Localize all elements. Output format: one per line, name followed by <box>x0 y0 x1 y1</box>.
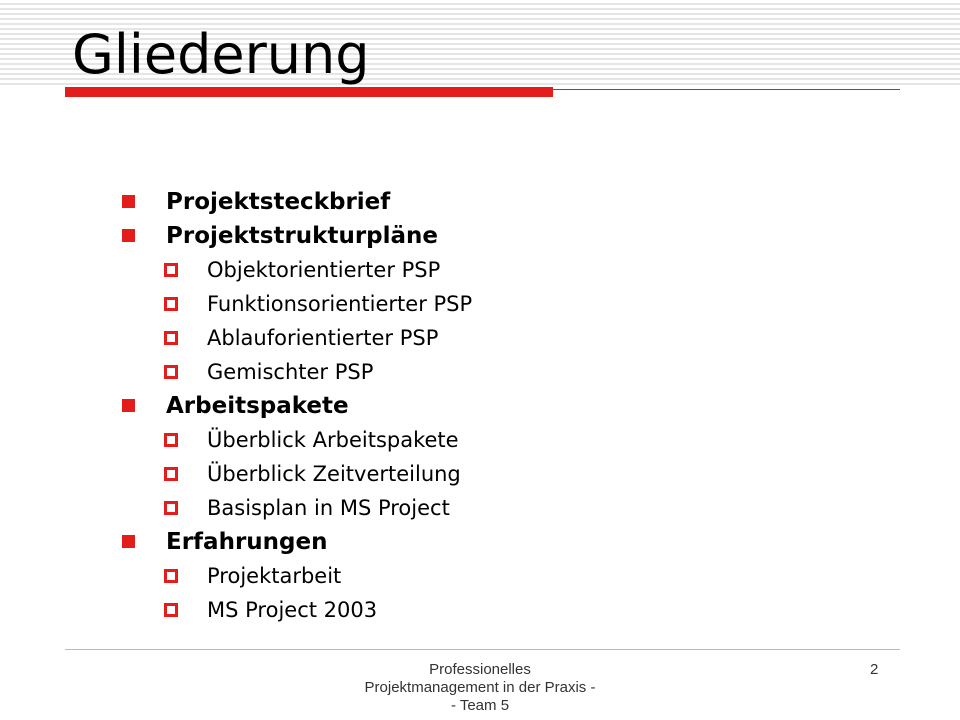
outline-item <box>0 185 960 219</box>
outline-subitem-text: Basisplan in MS Project <box>207 496 450 520</box>
outline-subitem <box>0 287 960 321</box>
hollow-square-bullet-icon <box>164 297 178 311</box>
hollow-square-bullet-icon <box>164 569 178 583</box>
footer-text: Professionelles Projektmanagement in der Praxis - - Team 5 <box>364 661 596 714</box>
hollow-square-bullet-icon <box>164 263 178 277</box>
outline-subitem-text: Überblick Zeitverteilung <box>207 462 461 486</box>
outline-subitem <box>0 457 960 491</box>
outline-item <box>0 389 960 423</box>
outline-subitem-text: Objektorientierter PSP <box>207 258 441 282</box>
outline-subitem <box>0 491 960 525</box>
outline-subitem <box>0 423 960 457</box>
outline-subitem-text: Ablauforientierter PSP <box>207 326 439 350</box>
outline-list <box>0 185 960 627</box>
outline-subitem-text: Gemischter PSP <box>207 360 374 384</box>
hollow-square-bullet-icon <box>164 467 178 481</box>
outline-subitem-text: MS Project 2003 <box>207 598 378 622</box>
title-underline-rule <box>553 89 900 90</box>
filled-square-bullet-icon <box>122 399 135 412</box>
outline-subitem <box>0 321 960 355</box>
filled-square-bullet-icon <box>122 195 135 208</box>
hollow-square-bullet-icon <box>164 603 178 617</box>
filled-square-bullet-icon <box>122 535 135 548</box>
outline-subitem <box>0 253 960 287</box>
outline-subitem <box>0 593 960 627</box>
outline-item-text: Projektsteckbrief <box>166 189 391 215</box>
outline-subitem <box>0 355 960 389</box>
outline-subitem-text: Funktionsorientierter PSP <box>207 292 473 316</box>
hollow-square-bullet-icon <box>164 501 178 515</box>
outline-item <box>0 525 960 559</box>
outline-item-text: Erfahrungen <box>166 529 328 555</box>
hollow-square-bullet-icon <box>164 365 178 379</box>
outline-subitem-text: Überblick Arbeitspakete <box>207 428 459 452</box>
outline-item-text: Arbeitspakete <box>166 393 349 419</box>
hollow-square-bullet-icon <box>164 433 178 447</box>
filled-square-bullet-icon <box>122 229 135 242</box>
outline-item-text: Projektstrukturpläne <box>166 223 439 249</box>
hollow-square-bullet-icon <box>164 331 178 345</box>
slide-title: Gliederung <box>72 23 370 86</box>
outline-item <box>0 219 960 253</box>
footer-divider <box>65 649 900 650</box>
page-number: 2 <box>870 661 879 678</box>
outline-subitem-text: Projektarbeit <box>207 564 342 588</box>
outline-subitem <box>0 559 960 593</box>
title-underline-bar <box>65 87 553 97</box>
